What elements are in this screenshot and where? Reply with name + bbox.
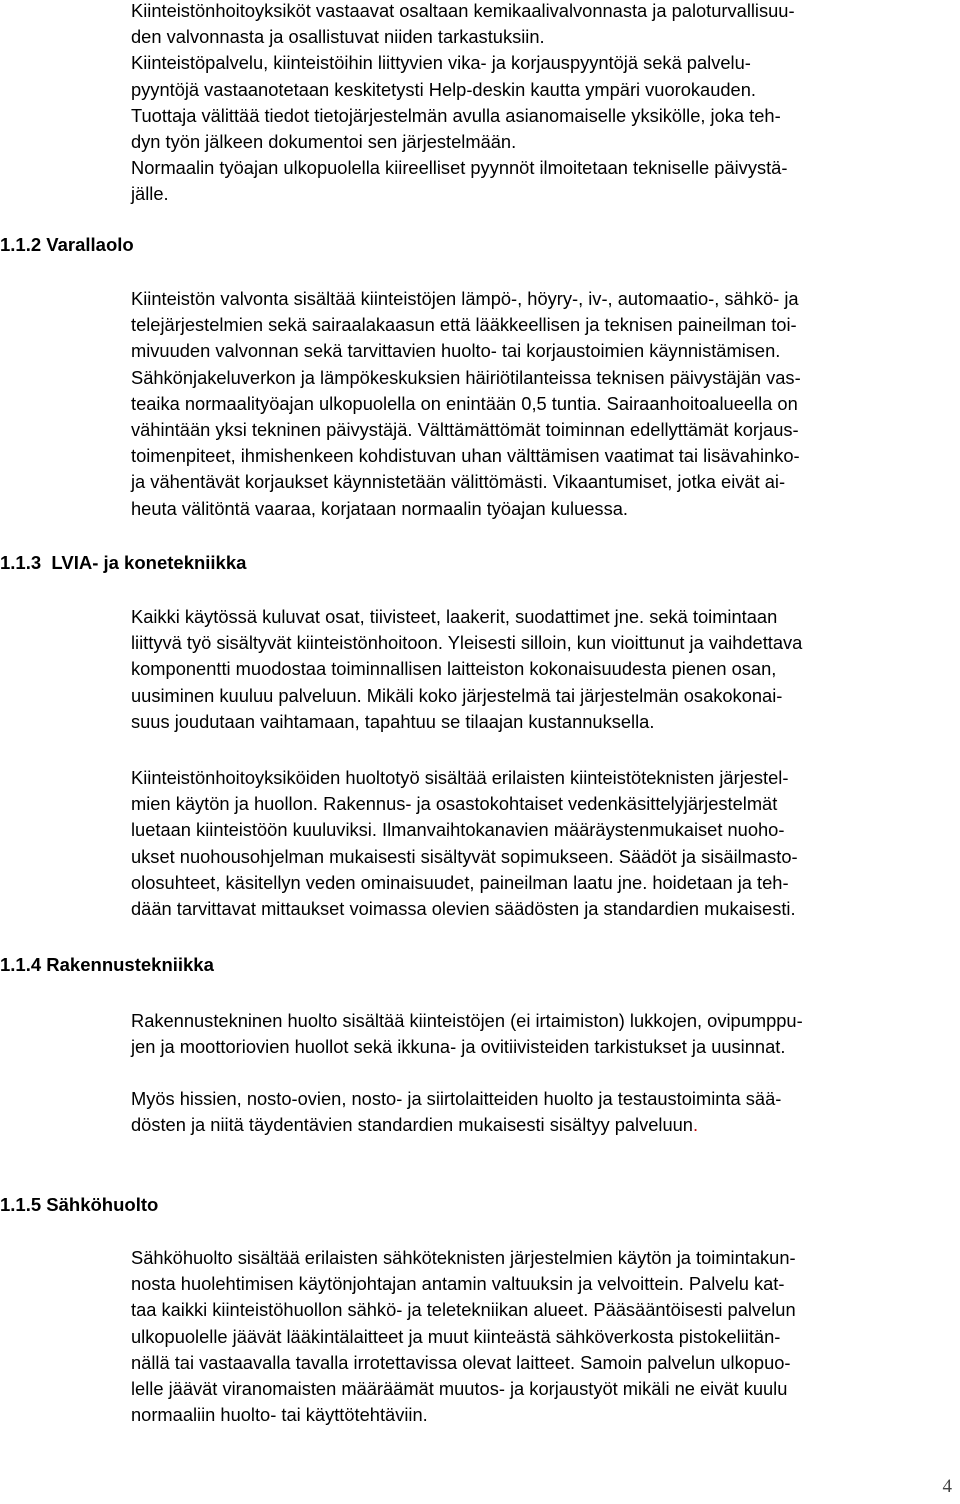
section-heading-varallaolo: 1.1.2 Varallaolo xyxy=(0,234,134,255)
section-heading-rakennustekniikka: 1.1.4 Rakennustekniikka xyxy=(0,954,214,975)
text-line: luetaan kiinteistöön kuuluviksi. Ilmanvaihtokanavien määräystenmukaiset nuoho- xyxy=(131,819,785,841)
text-line: normaaliin huolto- tai käyttötehtäviin. xyxy=(131,1404,428,1426)
text-line: toimenpiteet, ihmishenkeen kohdistuvan uhan välttämisen vaatimat tai lisävahinko- xyxy=(131,445,800,467)
text-line: Kaikki käytössä kuluvat osat, tiivisteet, laakerit, suodattimet jne. sekä toimintaan xyxy=(131,606,778,627)
text-line: Sähkönjakeluverkon ja lämpökeskuksien häiriötilanteissa teknisen päivystäjän vas- xyxy=(131,366,801,388)
text-line: mien käytön ja huollon. Rakennus- ja osastokohtaiset vedenkäsittelyjärjestelmät xyxy=(131,793,778,815)
text-line: liittyvä työ sisältyvät kiinteistönhoitoon. Yleisesti silloin, kun vioittunut ja vaihdettava xyxy=(131,632,803,654)
lvia-paragraph-1 xyxy=(131,604,957,735)
text-line: heuta välitöntä vaaraa, korjataan normaalin työajan kuluessa. xyxy=(131,497,628,519)
lvia-paragraph-2 xyxy=(131,765,957,922)
varallaolo-paragraph xyxy=(131,286,957,522)
text-line: taa kaikki kiinteistöhuollon sähkö- ja teletekniikan alueet. Pääsääntöisesti palvelun xyxy=(131,1299,796,1321)
text-line: jälle. xyxy=(131,183,169,205)
intro-paragraph xyxy=(131,0,957,208)
text-line: Myös hissien, nosto-ovien, nosto- ja siirtolaitteiden huolto ja testaustoiminta sää- xyxy=(131,1088,782,1109)
text-line: Normaalin työajan ulkopuolella kiireelliset pyynnöt ilmoitetaan tekniselle päivystä- xyxy=(131,157,788,179)
text-line: suus joudutaan vaihtamaan, tapahtuu se tilaajan kustannuksella. xyxy=(131,710,655,732)
text-line: nosta huolehtimisen käytönjohtajan antamin valtuuksin ja velvoittein. Palvelu kat- xyxy=(131,1273,785,1295)
text-line: dyn työn jälkeen dokumentoi sen järjestelmään. xyxy=(131,131,517,153)
rakennus-paragraph-1 xyxy=(131,1008,957,1060)
text-line xyxy=(131,1112,957,1138)
text-line: vähintään yksi tekninen päivystäjä. Välttämättömät toiminnan edellyttämät korjaus- xyxy=(131,419,799,441)
page-number: 4 xyxy=(942,1476,952,1497)
text-line: Tuottaja välittää tiedot tietojärjestelmän avulla asianomaiselle yksikölle, joka teh- xyxy=(131,104,781,126)
text-line: lelle jäävät viranomaisten määräämät muutos- ja korjaustyöt mikäli ne eivät kuulu xyxy=(131,1378,788,1400)
text-line: uusiminen kuuluu palveluun. Mikäli koko järjestelmä tai järjestelmän osakokonai- xyxy=(131,684,783,706)
red-period: . xyxy=(692,1114,699,1136)
text-line: Kiinteistöpalvelu, kiinteistöihin liittyvien vika- ja korjauspyyntöjä sekä palvelu- xyxy=(131,52,751,74)
text-run: dösten ja niitä täydentävien standardien mukaisesti sisältyy palveluun xyxy=(131,1114,693,1136)
text-line: teaika normaalityöajan ulkopuolella on enintään 0,5 tuntia. Sairaanhoitoalueella on xyxy=(131,392,798,414)
sahko-paragraph xyxy=(131,1245,957,1428)
text-line: ja vähentävät korjaukset käynnistetään välittömästi. Vikaantumiset, jotka eivät ai- xyxy=(131,471,786,493)
text-line: pyyntöjä vastaanotetaan keskitetysti Help-deskin kautta ympäri vuorokauden. xyxy=(131,78,756,100)
text-line: Rakennustekninen huolto sisältää kiinteistöjen (ei irtaimiston) lukkojen, ovipumppu- xyxy=(131,1010,803,1031)
text-line: nällä tai vastaavalla tavalla irrotettavissa olevat laitteet. Samoin palvelun ulkopuo- xyxy=(131,1351,791,1373)
text-line: Kiinteistönhoitoyksiköt vastaavat osaltaan kemikaalivalvonnasta ja paloturvallisuu- xyxy=(131,0,795,21)
rakennus-paragraph-2 xyxy=(131,1086,957,1138)
text-line: Sähköhuolto sisältää erilaisten sähköteknisten järjestelmien käytön ja toimintakun- xyxy=(131,1247,796,1268)
text-line: jen ja moottoriovien huollot sekä ikkuna- ja ovitiivisteiden tarkistukset ja uusinnat. xyxy=(131,1036,786,1058)
text-line: mivuuden valvonnan sekä tarvittavien huolto- tai korjaustoimien käynnistämisen. xyxy=(131,340,781,362)
text-line: ulkopuolelle jäävät lääkintälaitteet ja muut kiinteästä sähköverkosta pistokeliitän- xyxy=(131,1325,781,1347)
text-line: olosuhteet, käsitellyn veden ominaisuudet, paineilman laatu jne. hoidetaan ja teh- xyxy=(131,871,789,893)
text-line: Kiinteistön valvonta sisältää kiinteistöjen lämpö-, höyry-, iv-, automaatio-, sähkö- ja xyxy=(131,288,799,309)
text-line: Kiinteistönhoitoyksiköiden huoltotyö sisältää erilaisten kiinteistöteknisten järjestel- xyxy=(131,767,789,788)
text-line: komponentti muodostaa toiminnallisen laitteiston kokonaisuudesta pienen osan, xyxy=(131,658,777,680)
text-line: dään tarvittavat mittaukset voimassa olevien säädösten ja standardien mukaisesti. xyxy=(131,898,796,920)
section-heading-lvia: 1.1.3 LVIA- ja konetekniikka xyxy=(0,552,247,573)
text-line: ukset nuohousohjelman mukaisesti sisältyvät sopimukseen. Säädöt ja sisäilmasto- xyxy=(131,845,798,867)
text-line: telejärjestelmien sekä sairaalakaasun että lääkkeellisen ja teknisen paineilman toi- xyxy=(131,314,797,336)
text-line: den valvonnasta ja osallistuvat niiden tarkastuksiin. xyxy=(131,26,545,48)
section-heading-sahkohuolto: 1.1.5 Sähköhuolto xyxy=(0,1194,159,1215)
